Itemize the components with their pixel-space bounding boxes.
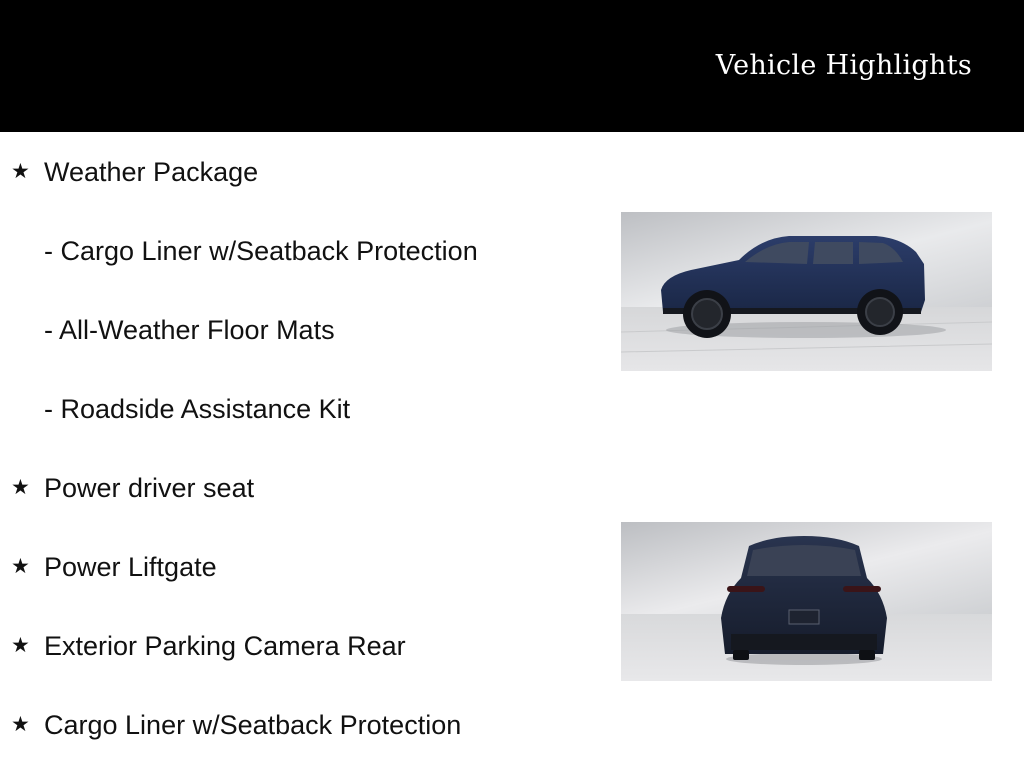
feature-label: Cargo Liner w/Seatback Protection: [44, 710, 462, 740]
feature-label: Power driver seat: [44, 473, 255, 503]
star-icon: ★: [11, 476, 30, 499]
feature-label: Exterior Parking Camera Rear: [44, 631, 406, 661]
vehicle-side-view-image: [621, 212, 992, 371]
vehicle-rear-view-image: [621, 522, 992, 681]
star-icon: ★: [11, 555, 30, 578]
feature-label: - Cargo Liner w/Seatback Protection: [44, 236, 478, 266]
feature-label: Weather Package: [44, 157, 259, 187]
page-title: Vehicle Highlights: [715, 50, 972, 81]
feature-label: Power Liftgate: [44, 552, 217, 582]
star-icon: ★: [11, 160, 30, 183]
feature-label: - All-Weather Floor Mats: [44, 315, 335, 345]
header-banner: [0, 0, 1024, 132]
star-icon: ★: [11, 713, 30, 736]
feature-label: - Roadside Assistance Kit: [44, 394, 351, 424]
star-icon: ★: [11, 634, 30, 657]
